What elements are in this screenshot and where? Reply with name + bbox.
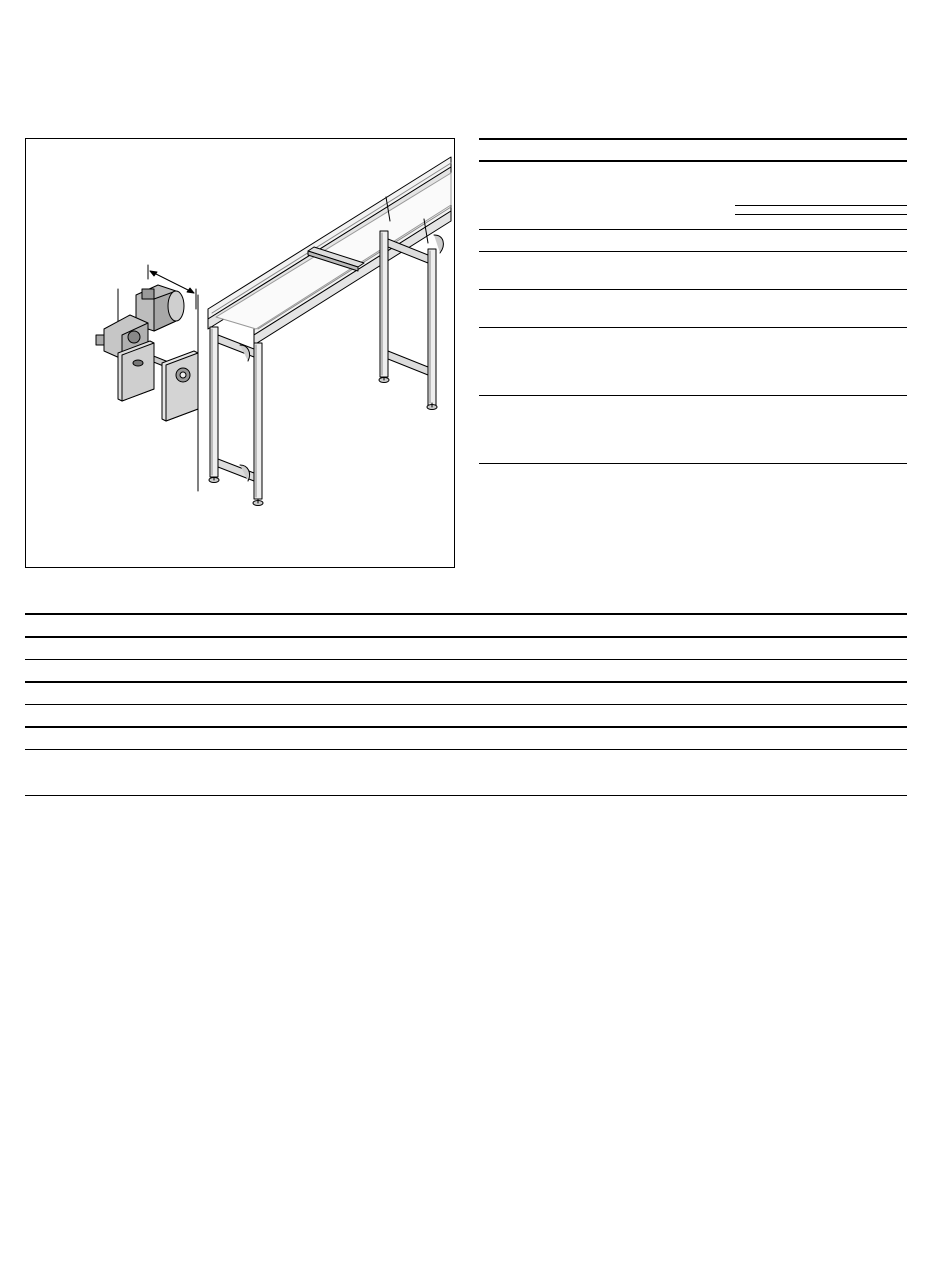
order-table-row-rule xyxy=(25,659,907,660)
conveyor-drive-illustration xyxy=(26,139,455,568)
order-table-top-rule xyxy=(25,613,907,615)
spec-table-row-rule xyxy=(479,327,907,328)
spec-table-row-rule xyxy=(479,251,907,252)
order-table-row-rule xyxy=(25,704,907,705)
spec-table-row-rule xyxy=(479,395,907,396)
order-table-bottom-rule xyxy=(25,795,907,796)
spec-table-subheader-rule xyxy=(735,205,907,206)
order-table-row-rule xyxy=(25,749,907,750)
control-box-right xyxy=(162,351,198,421)
order-table-group-rule xyxy=(25,681,907,683)
order-table-group-rule xyxy=(25,726,907,728)
spec-table-row-rule xyxy=(479,229,907,230)
order-table-header-rule xyxy=(25,636,907,638)
order-table xyxy=(25,613,907,797)
spec-table-bottom-rule xyxy=(479,463,907,464)
leg-frame-left xyxy=(209,327,263,506)
spec-table-row-rule xyxy=(479,289,907,290)
spec-table xyxy=(479,138,907,464)
spec-table-header-rule xyxy=(479,160,907,162)
spec-table-subheader-rule xyxy=(735,214,907,215)
conveyor-figure xyxy=(25,138,455,568)
spec-table-top-rule xyxy=(479,138,907,140)
